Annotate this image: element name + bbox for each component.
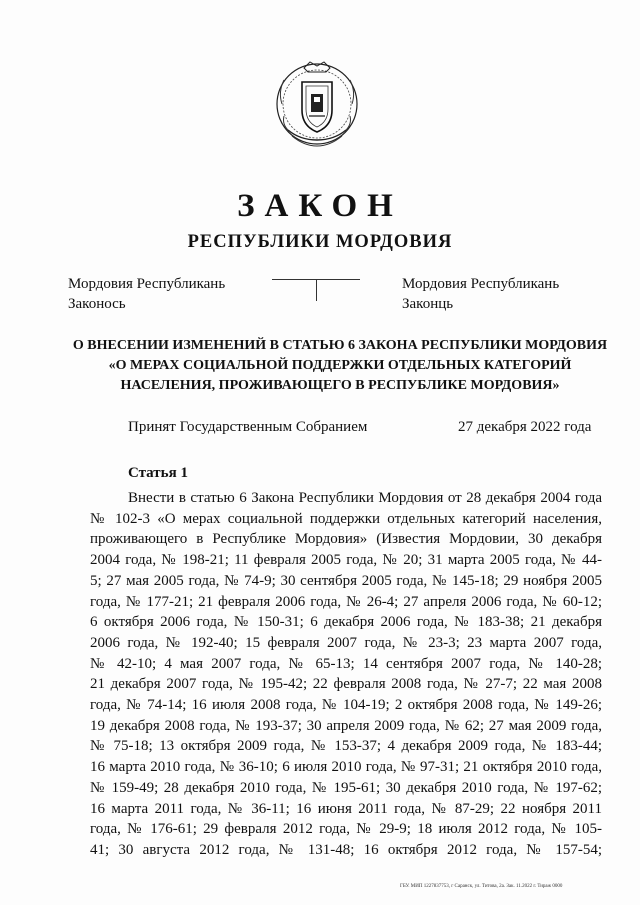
adopted-by: Принят Государственным Собранием [128,419,368,435]
header-right-line-2: Законць [402,296,454,312]
body-line: № 42-10; 4 мая 2007 года, № 65-13; 14 сентября 2007 года, № 140-28; [90,655,602,672]
body-line: года, № 74-14; 16 июля 2008 года, № 104-19; 2 октября 2008 года, № 149-26; [90,697,602,714]
body-line: № 75-18; 13 октября 2009 года, № 153-37; 4 декабря 2009 года, № 183-44; [90,738,602,755]
document-title: ЗАКОН [237,188,403,224]
body-line: 6 октября 2006 года, № 150-31; 6 декабря 2006 года, № 183-38; 21 декабря [90,614,602,631]
law-title-line-1: О ВНЕСЕНИИ ИЗМЕНЕНИЙ В СТАТЬЮ 6 ЗАКОНА РЕСПУБЛИКИ МОРДОВИЯ [72,338,608,353]
law-title [70,336,610,396]
body-line: 16 марта 2011 года, № 36-11; 16 июня 2011 года, № 87-29; 22 ноября 2011 [90,800,602,817]
body-line: 41; 30 августа 2012 года, № 131-48; 16 октября 2012 года, № 157-54; [90,841,602,858]
body-line: № 159-49; 28 декабря 2010 года, № 195-61; 30 декабря 2010 года, № 197-62; [90,779,602,796]
registration-field-divider [316,279,317,301]
body-line: года, № 177-21; 21 февраля 2006 года, № 26-4; 27 апреля 2006 года, № 60-12; [90,593,602,610]
header-left-line-1: Мордовия Республикань [68,276,226,292]
header-left-mordovian [68,274,225,314]
header-right-line-1: Мордовия Республикань [402,276,560,292]
body-line: 2006 года, № 192-40; 15 февраля 2007 года, № 23-3; 23 марта 2007 года, [90,634,602,651]
body-line: Внести в статью 6 Закона Республики Мордовия от 28 декабря 2004 года [128,490,602,506]
body-line: 2004 года, № 198-21; 11 февраля 2005 года, № 20; 31 марта 2005 года, № 44- [90,552,602,569]
body-line: 21 декабря 2007 года, № 195-42; 22 февраля 2008 года, № 27-7; 22 мая 2008 [90,676,602,693]
article-heading: Статья 1 [128,465,188,481]
body-line: года, № 176-61; 29 февраля 2012 года, № 29-9; 18 июля 2012 года, № 105- [90,821,602,838]
header-left-line-2: Законось [68,296,126,312]
mordovia-coat-of-arms-icon [270,54,364,150]
body-line: № 102-3 «О мерах социальной поддержки отдельных категорий населения, [90,510,602,527]
article-body [90,488,602,861]
body-line: проживающего в Республике Мордовия» (Известия Мордовии, 30 декабря [90,531,602,548]
law-title-line-2: «О МЕРАХ СОЦИАЛЬНОЙ ПОДДЕРЖКИ ОТДЕЛЬНЫХ КАТЕГОРИЙ [108,358,572,373]
document-subtitle: РЕСПУБЛИКИ МОРДОВИЯ [187,232,453,252]
adopted-date: 27 декабря 2022 года [458,419,592,435]
body-line: 5; 27 мая 2005 года, № 74-9; 30 сентября 2005 года, № 145-18; 29 ноября 2005 [90,572,602,589]
law-title-line-3: НАСЕЛЕНИЯ, ПРОЖИВАЮЩЕГО В РЕСПУБЛИКЕ МОРДОВИЯ» [120,378,560,393]
print-footer-note: ГБУ. МИП 1227837753, г Саранск, ул. Титова, 2а. Зак. 11.2022 г. Тираж 0000 [400,884,563,889]
header-right-mordovian [402,274,559,314]
body-line: 16 марта 2010 года, № 36-10; 6 июля 2010 года, № 97-31; 21 октября 2010 года, [90,759,602,776]
body-line: 19 декабря 2008 года, № 193-37; 30 апреля 2009 года, № 62; 27 мая 2009 года, [90,717,602,734]
